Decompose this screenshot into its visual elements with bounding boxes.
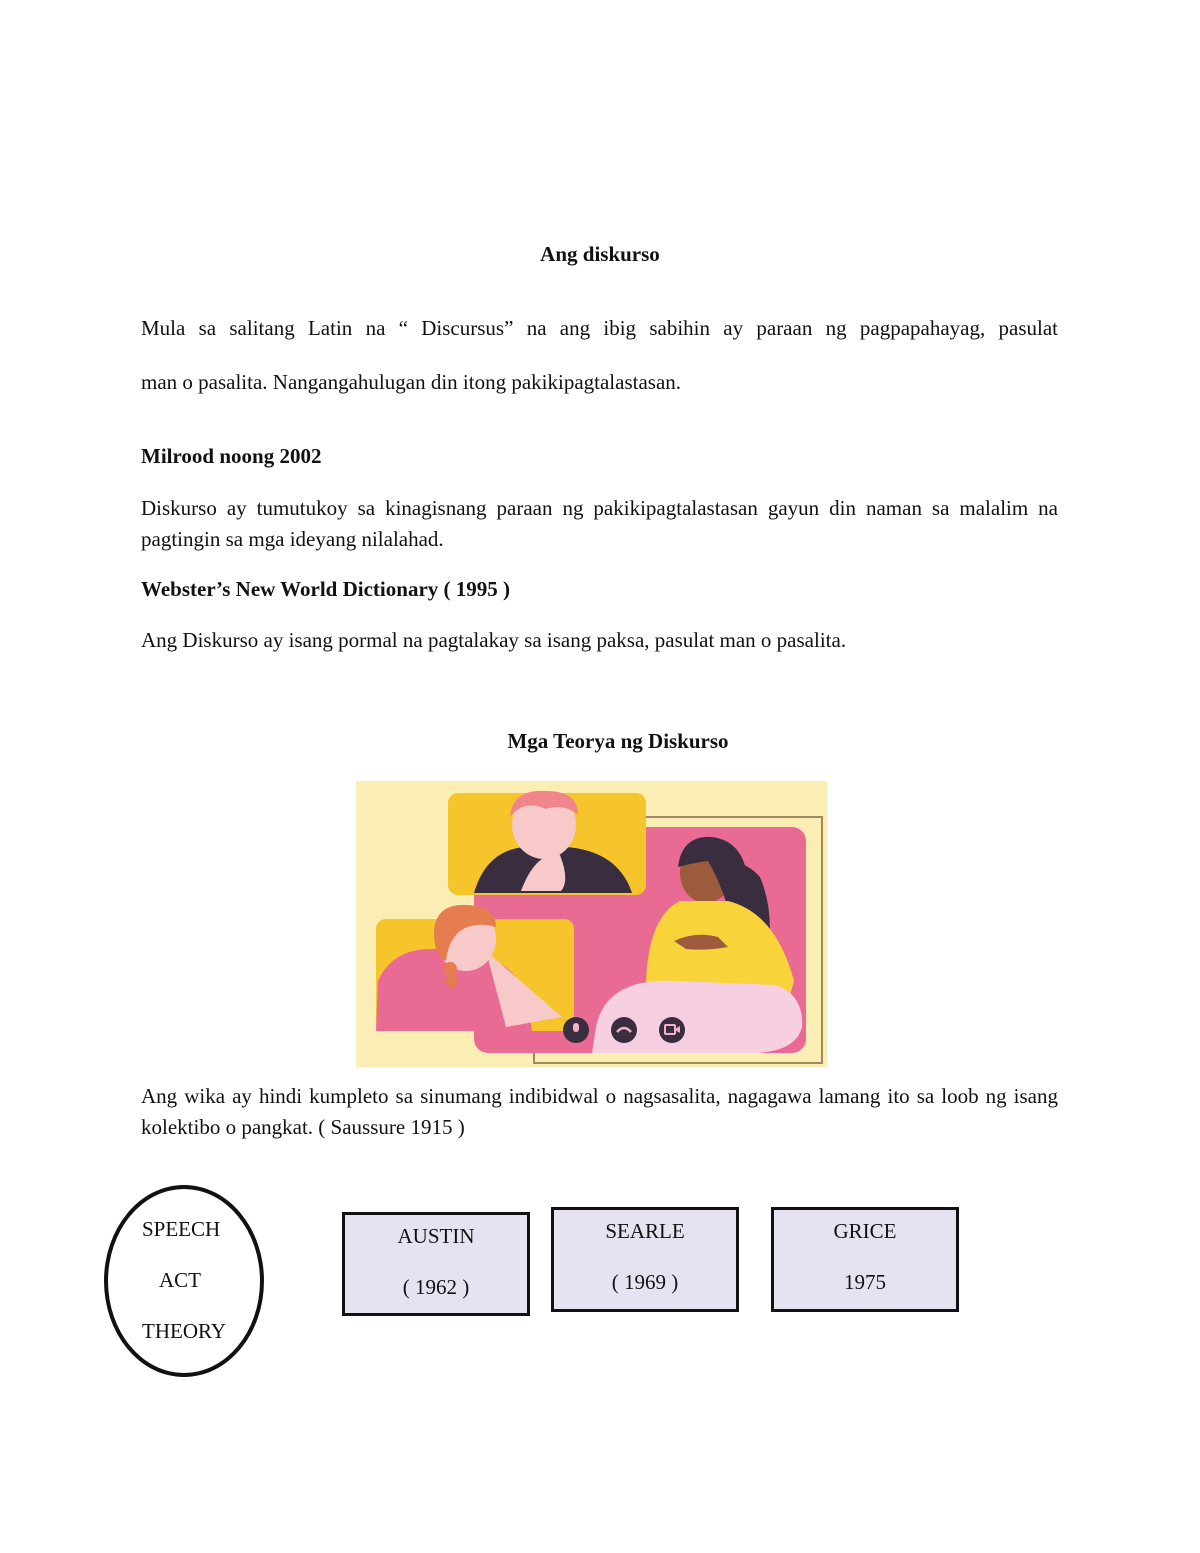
- theorist-box-searle: [551, 1207, 739, 1312]
- theorist-box-grice: [771, 1207, 959, 1312]
- video-call-illustration: [356, 781, 827, 1067]
- speech-act-theory-oval: [104, 1185, 264, 1377]
- theorist-year: ( 1962 ): [402, 1275, 470, 1299]
- paragraph-webster: Ang Diskurso ay isang pormal na pagtalakay sa isang paksa, pasulat man o pasalita.: [141, 628, 847, 652]
- heading-webster: Webster’s New World Dictionary ( 1995 ): [141, 577, 510, 601]
- intro-line-1: Mula sa salitang Latin na “ Discursus” na ang ibig sabihin ay paraan ng pagpapahayag, pasulat: [141, 316, 1058, 340]
- intro-line-2: man o pasalita. Nangangahulugan din itong pakikipagtalastasan.: [141, 370, 682, 394]
- theorist-name: GRICE: [833, 1219, 897, 1243]
- section-title: Mga Teorya ng Diskurso: [507, 729, 729, 753]
- theorist-year: ( 1969 ): [611, 1270, 679, 1294]
- heading-milrood: Milrood noong 2002: [141, 444, 322, 468]
- paragraph-saussure: Ang wika ay hindi kumpleto sa sinumang indibidwal o nagsasalita, nagagawa lamang ito sa loob ng isang kolektibo o pangkat. ( Saussure 1915 ): [141, 1084, 1058, 1139]
- theorist-name: SEARLE: [605, 1219, 685, 1243]
- theorist-name: AUSTIN: [397, 1224, 475, 1248]
- page-title: Ang diskurso: [540, 242, 660, 266]
- oval-line-3: THEORY: [142, 1319, 226, 1343]
- paragraph-milrood: Diskurso ay tumutukoy sa kinagisnang paraan ng pakikipagtalastasan gayun din naman sa malalim na pagtingin sa mga ideyang nilalahad.: [141, 496, 1058, 551]
- oval-line-1: SPEECH: [142, 1217, 221, 1241]
- theorist-box-austin: [342, 1212, 530, 1316]
- theorist-year: 1975: [844, 1270, 886, 1294]
- oval-line-2: ACT: [159, 1268, 201, 1292]
